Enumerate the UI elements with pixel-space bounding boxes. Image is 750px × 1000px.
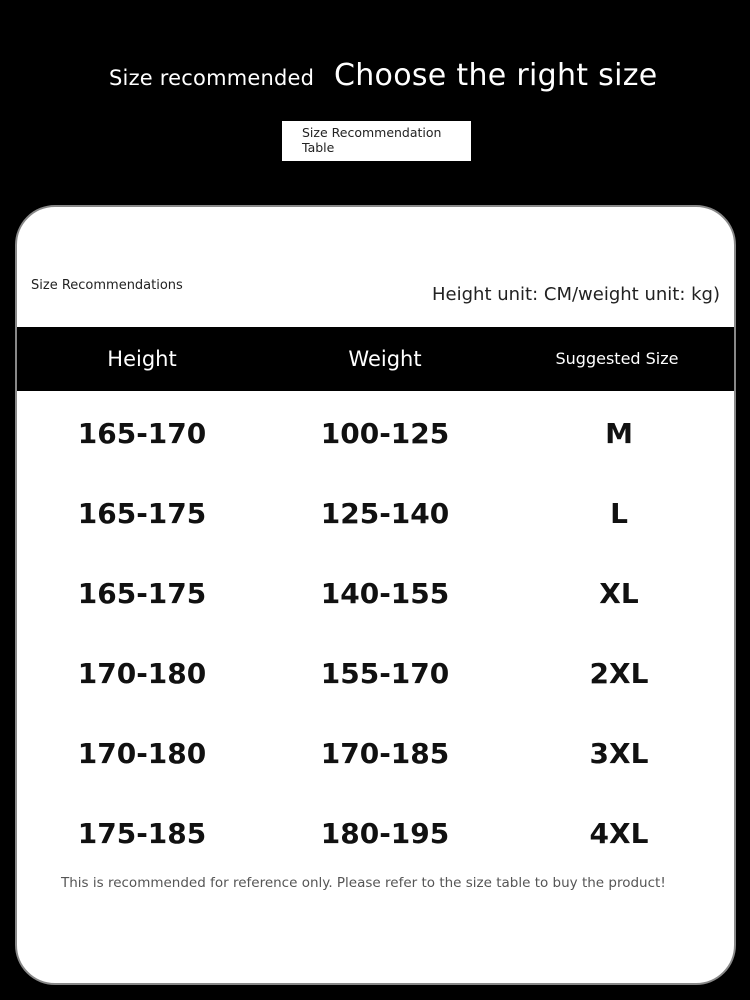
cell-size: 3XL — [589, 737, 649, 770]
column-header-height: Height — [107, 347, 177, 371]
cell-height: 170-180 — [77, 737, 207, 770]
cell-size: XL — [599, 577, 639, 610]
cell-weight: 155-170 — [320, 657, 450, 690]
cell-weight: 100-125 — [320, 417, 450, 450]
cell-height: 165-175 — [77, 497, 207, 530]
choose-size-title: Choose the right size — [334, 58, 658, 93]
size-chart-card — [15, 205, 736, 985]
cell-weight: 170-185 — [320, 737, 450, 770]
card-label: Size Recommendations — [31, 278, 183, 293]
table-row — [17, 564, 734, 624]
cell-weight: 180-195 — [320, 817, 450, 850]
cell-size: L — [610, 497, 628, 530]
cell-height: 165-175 — [77, 577, 207, 610]
size-recommended-heading: Size recommended — [109, 66, 315, 90]
cell-weight: 140-155 — [320, 577, 450, 610]
cell-size: M — [605, 417, 633, 450]
cell-weight: 125-140 — [320, 497, 450, 530]
table-row — [17, 724, 734, 784]
table-row — [17, 484, 734, 544]
unit-note: Height unit: CM/weight unit: kg) — [432, 284, 720, 305]
table-row — [17, 644, 734, 704]
reference-footnote: This is recommended for reference only. Please refer to the size table to buy the product! — [61, 875, 666, 891]
cell-size: 4XL — [589, 817, 649, 850]
table-header — [17, 327, 734, 391]
cell-height: 170-180 — [77, 657, 207, 690]
column-header-weight: Weight — [348, 347, 422, 371]
size-recommendation-tag: Size Recommendation Table — [282, 121, 471, 161]
cell-size: 2XL — [589, 657, 649, 690]
table-row — [17, 404, 734, 464]
column-header-size: Suggested Size — [555, 349, 679, 368]
table-row — [17, 804, 734, 864]
cell-height: 175-185 — [77, 817, 207, 850]
cell-height: 165-170 — [77, 417, 207, 450]
